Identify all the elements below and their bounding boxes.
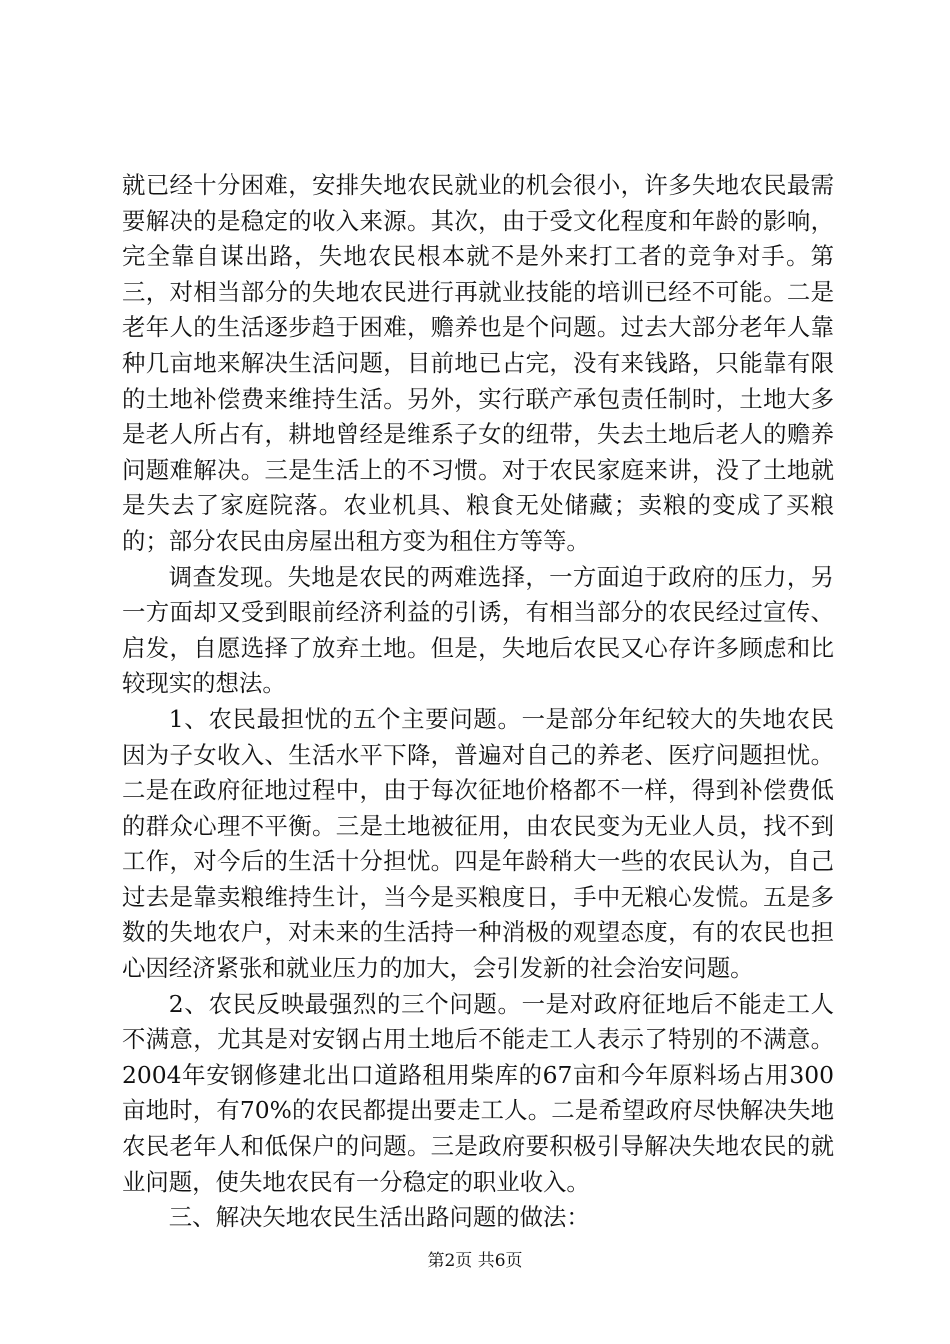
page-footer: 第2页 共6页 [427,1251,523,1271]
paragraph-4: 2、农民反映最强烈的三个问题。一是对政府征地后不能走工人不满意，尤其是对安钢占用土地后不能走工人表示了特别的不满意。2004年安钢修建北出口道路租用柴库的67亩和今年原料场占用300亩地时，有70%的农民都提出要走工人。二是希望政府尽快解决失地农民老年人和低保户的问题。三是政府要积极引导解决失地农民的就业问题，使失地农民有一分稳定的职业收入。 [122,989,834,1196]
body-text [122,168,834,1236]
paragraph-5: 三、解决矢地农民生活出路问题的做法： [168,1203,590,1232]
paragraph-3: 1、农民最担忧的五个主要问题。一是部分年纪较大的失地农民因为子女收入、生活水平下降，普遍对自己的养老、医疗问题担忧。二是在政府征地过程中，由于每次征地价格都不一样，得到补偿费低的群众心理不平衡。三是土地被征用，由农民变为无业人员，找不到工作，对今后的生活十分担忧。四是年龄稍大一些的农民认为，自己过去是靠卖粮维持生计，当今是买粮度日，手中无粮心发慌。五是多数的失地农户，对未来的生活持一种消极的观望态度，有的农民也担心因经济紧张和就业压力的加大，会引发新的社会治安问题。 [122,704,834,983]
paragraph-1: 就已经十分困难，安排失地农民就业的机会很小，许多失地农民最需要解决的是稳定的收入来源。其次，由于受文化程度和年龄的影响，完全靠自谋出路，失地农民根本就不是外来打工者的竞争对手。第三，对相当部分的失地农民进行再就业技能的培训已经不可能。二是老年人的生活逐步趋于困难，赡养也是个问题。过去大部分老年人靠种几亩地来解决生活问题，目前地已占完，没有来钱路，只能靠有限的土地补偿费来维持生活。另外，实行联产承包责任制时，土地大多是老人所占有，耕地曾经是维系子女的纽带，失去土地后老人的赡养问题难解决。三是生活上的不习惯。对于农民家庭来讲，没了土地就是失去了家庭院落。农业机具、粮食无处储藏；卖粮的变成了买粮的；部分农民由房屋出租方变为租住方等等。 [122,171,834,555]
paragraph-2: 调查发现。失地是农民的两难选择，一方面迫于政府的压力，另一方面却又受到眼前经济利益的引诱，有相当部分的农民经过宣传、启发，自愿选择了放弃土地。但是，失地后农民又心存许多顾虑和比较现实的想法。 [122,562,834,698]
